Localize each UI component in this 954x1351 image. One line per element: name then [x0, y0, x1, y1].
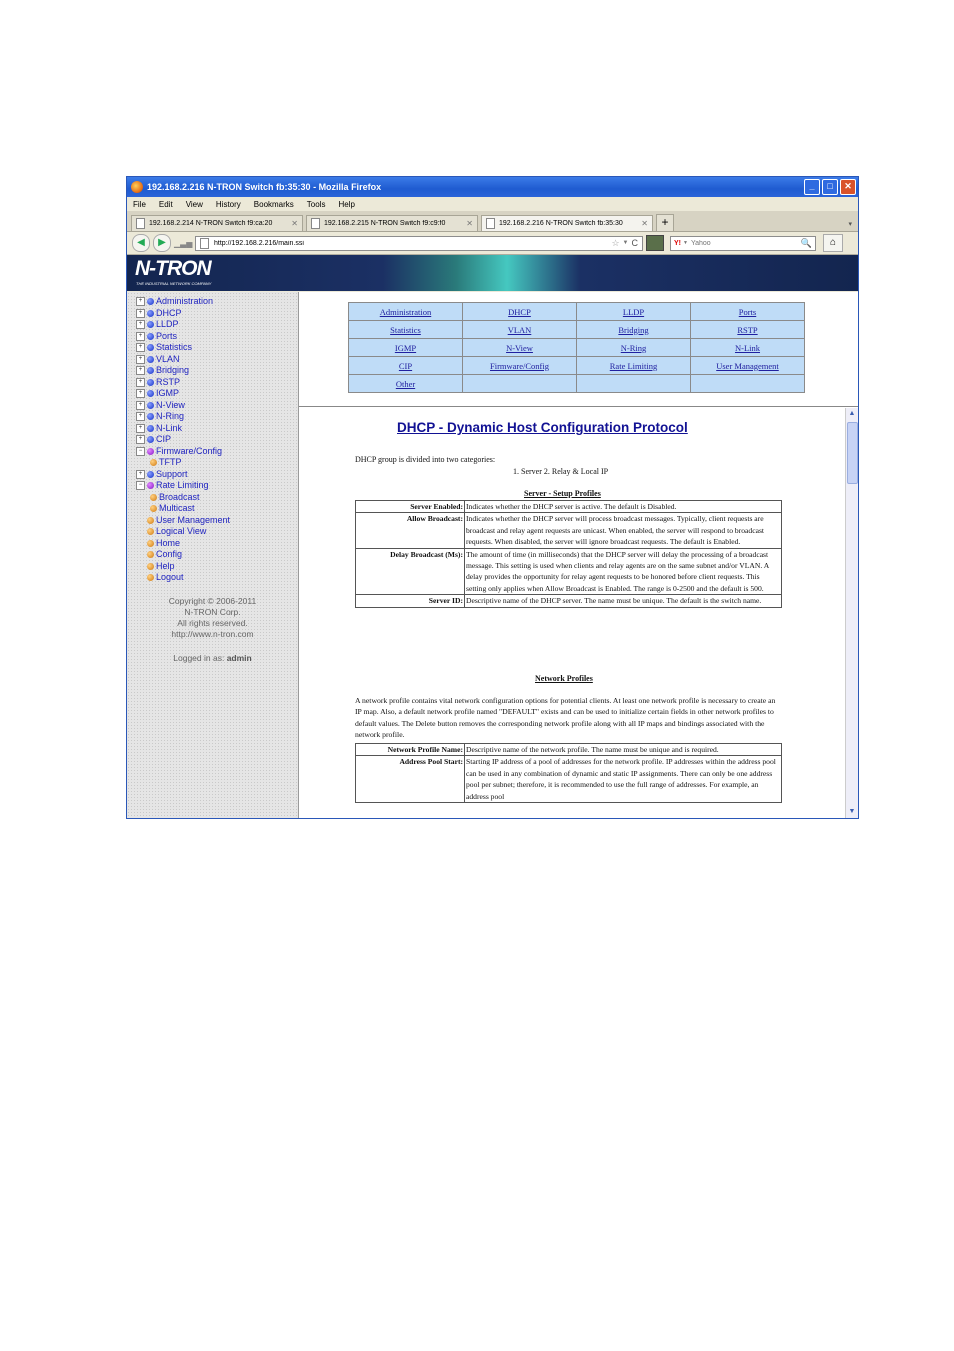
page-content: [127, 292, 858, 818]
menu-help[interactable]: Help: [338, 199, 355, 209]
bullet-icon: [147, 517, 154, 524]
field-description: Indicates whether the DHCP server will process broadcast messages. Typically, client requests are broadcast and relay agent requests are unicast. When enabled, the server will respond to broadcast requests. When disabled, the server will ignore broadcast requests. The default is Enabled.: [465, 513, 782, 548]
sidebar-item-config[interactable]: [136, 549, 230, 561]
expand-icon[interactable]: +: [136, 332, 145, 341]
page-icon: [486, 218, 495, 229]
expand-icon[interactable]: +: [136, 401, 145, 410]
nav-cell[interactable]: [577, 303, 690, 320]
bullet-icon: [147, 413, 154, 420]
table-row: [356, 513, 782, 548]
menu-view[interactable]: View: [185, 199, 203, 209]
bullet-icon: [147, 321, 154, 328]
bullet-icon: [147, 563, 154, 570]
reload-icon[interactable]: C: [631, 238, 638, 248]
bullet-icon: [150, 505, 157, 512]
close-tab-icon[interactable]: ✕: [291, 219, 298, 228]
window-title: 192.168.2.216 N-TRON Switch fb:35:30 - Mozilla Firefox: [147, 182, 382, 192]
sidebar-item-label: Statistics: [156, 342, 193, 352]
sidebar-item-broadcast[interactable]: [136, 492, 230, 504]
new-tab-button[interactable]: +: [656, 214, 674, 231]
bullet-icon: [150, 459, 157, 466]
bullet-icon: [147, 402, 154, 409]
sidebar-item-label: N-Ring: [156, 411, 185, 421]
bullet-icon: [147, 574, 154, 581]
browser-window: [126, 176, 859, 819]
bullet-icon: [147, 344, 154, 351]
sidebar-item-label: LLDP: [156, 319, 179, 329]
close-tab-icon[interactable]: ✕: [641, 219, 648, 228]
sidebar-item-ports[interactable]: [136, 331, 230, 343]
sidebar-item-label: Logout: [156, 572, 184, 582]
bullet-icon: [147, 310, 154, 317]
sidebar-item-label: CIP: [156, 434, 172, 444]
scroll-up-icon[interactable]: ▲: [848, 410, 856, 417]
expand-icon[interactable]: +: [136, 378, 145, 387]
title-bar: [127, 177, 858, 197]
bullet-icon: [147, 528, 154, 535]
tab-bar: [127, 211, 858, 232]
menu-file[interactable]: File: [133, 199, 146, 209]
copyright-line: All rights reserved.: [177, 618, 248, 628]
bullet-icon: [147, 390, 154, 397]
network-paragraph: A network profile contains vital network configuration options for potential clients. At least one network profile is necessary to create an IP map. Also, a default network profile named "DEFAULT" exists and can be used to initialize certain fields in other network profiles to default values. The Delete button removes the corresponding network profile along with all IP maps and bindings associated with the network profile.: [355, 696, 776, 740]
feed-icon[interactable]: [646, 235, 664, 251]
browser-tab[interactable]: [306, 215, 478, 231]
nav-cell[interactable]: [463, 357, 576, 374]
sidebar-item-user-management[interactable]: [136, 515, 230, 527]
server-table: [355, 500, 782, 608]
menu-tools[interactable]: Tools: [306, 199, 326, 209]
nav-cell[interactable]: [691, 303, 804, 320]
section-heading-server: Server - Setup Profiles: [524, 489, 601, 498]
sidebar-item-rate-limiting[interactable]: [136, 480, 230, 492]
sidebar-item-bridging[interactable]: [136, 365, 230, 377]
nav-tree: [136, 296, 230, 584]
copyright-line: Copyright © 2006-2011: [168, 596, 257, 606]
nav-link-igmp[interactable]: IGMP: [394, 342, 417, 353]
copyright-line: http://www.n-tron.com: [171, 629, 254, 639]
nav-cell[interactable]: [463, 321, 576, 338]
menu-history[interactable]: History: [215, 199, 241, 209]
sidebar-item-n-ring[interactable]: [136, 411, 230, 423]
menu-bookmarks[interactable]: Bookmarks: [253, 199, 294, 209]
copyright-block: [127, 596, 298, 640]
page-icon: [200, 238, 209, 249]
bullet-icon: [147, 425, 154, 432]
tab-label: 192.168.2.215 N-TRON Switch f9:c9:f0: [324, 220, 446, 227]
ntron-banner: [127, 255, 858, 291]
sidebar-item-label: Support: [156, 468, 188, 479]
logged-in-user: admin: [226, 653, 252, 663]
sidebar-item-help[interactable]: [136, 561, 230, 573]
sidebar-item-label: User Management: [156, 514, 231, 525]
nav-link-rate-limiting[interactable]: Rate Limiting: [609, 360, 658, 371]
field-description: The amount of time (in milliseconds) that the DHCP server will delay the processing of a broadcast message. This setting is used when clients and relay agents are on the same subnet and/or VLAN. A delay provides the opportunity for relay agent requests to be honored before client requests. This setting only applies when Allow Broadcast is Enabled. The range is 0-2500 and the default is 500.: [465, 548, 782, 595]
menu-edit[interactable]: Edit: [158, 199, 173, 209]
help-document: [299, 408, 845, 818]
sidebar-item-label: IGMP: [156, 388, 180, 398]
table-row: [356, 548, 782, 595]
sidebar-item-rstp[interactable]: [136, 377, 230, 389]
field-description: Starting IP address of a pool of addresses for the network profile. IP addresses within the address pool can be used in any combination of dynamic and static IP assignments. There can only be one address pool per subnet; therefore, it is recommended to use the full range of addresses. For example, an address pool: [465, 756, 782, 803]
bullet-icon: [147, 333, 154, 340]
expand-icon[interactable]: +: [136, 320, 145, 329]
intro-text: DHCP group is divided into two categories:: [355, 455, 496, 464]
expand-icon[interactable]: +: [136, 412, 145, 421]
nav-link-n-ring[interactable]: N-Ring: [620, 342, 647, 353]
field-name: Address Pool Start:: [356, 756, 465, 803]
nav-link-bridging[interactable]: Bridging: [618, 324, 649, 335]
field-name: Delay Broadcast (Ms):: [356, 548, 465, 595]
chevron-down-icon[interactable]: ▼: [683, 240, 688, 246]
sidebar-item-label: Ports: [156, 330, 178, 341]
field-description: Descriptive name of the network profile. The name must be unique and is required.: [465, 744, 782, 756]
nav-cell[interactable]: [691, 321, 804, 338]
copyright-line: N-TRON Corp.: [184, 607, 241, 617]
nav-link-firmware-config[interactable]: Firmware/Config: [489, 360, 550, 371]
nav-cell: [691, 375, 804, 392]
field-description: Descriptive name of the DHCP server. The name must be unique. The default is the switch name.: [465, 595, 782, 607]
expand-icon[interactable]: +: [136, 389, 145, 398]
sidebar-item-lldp[interactable]: [136, 319, 230, 331]
scrollbar[interactable]: [845, 408, 858, 818]
sidebar-item-cip[interactable]: [136, 434, 230, 446]
nav-cell[interactable]: [349, 375, 462, 392]
sidebar-item-vlan[interactable]: [136, 354, 230, 366]
nav-cell[interactable]: [577, 357, 690, 374]
sidebar-item-home[interactable]: [136, 538, 230, 550]
nav-cell: [577, 375, 690, 392]
nav-cell[interactable]: [463, 339, 576, 356]
navigation-toolbar: [127, 232, 858, 255]
browser-tab-active[interactable]: [481, 215, 653, 231]
sidebar-item-label: N-View: [156, 399, 185, 410]
tab-label: 192.168.2.214 N-TRON Switch f9:ca:20: [149, 220, 273, 227]
categories-text: 1. Server 2. Relay & Local IP: [513, 467, 609, 476]
nav-link-n-link[interactable]: N-Link: [734, 342, 761, 353]
bullet-icon: [147, 482, 154, 489]
expand-icon[interactable]: +: [136, 424, 145, 433]
nav-link-ports[interactable]: Ports: [738, 306, 757, 317]
bullet-icon: [147, 379, 154, 386]
bullet-icon: [147, 448, 154, 455]
close-tab-icon[interactable]: ✕: [466, 219, 473, 228]
bullet-icon: [147, 436, 154, 443]
field-name: Server ID:: [356, 595, 465, 607]
nav-cell[interactable]: [349, 303, 462, 320]
logged-in-status: [127, 653, 298, 663]
expand-icon[interactable]: +: [136, 435, 145, 444]
table-row: [356, 595, 782, 607]
close-window-button[interactable]: ✕: [840, 179, 856, 195]
logged-in-label: Logged in as:: [173, 653, 225, 663]
star-icon[interactable]: ☆: [611, 237, 620, 248]
field-name: Network Profile Name:: [356, 744, 465, 756]
sidebar-item-n-link[interactable]: [136, 423, 230, 435]
nav-link-n-view[interactable]: N-View: [506, 342, 533, 353]
expand-icon[interactable]: −: [136, 481, 145, 490]
sidebar-item-logical-view[interactable]: [136, 526, 230, 538]
sidebar-item-label: Home: [156, 537, 181, 548]
sidebar-item-n-view[interactable]: [136, 400, 230, 412]
sidebar-item-label: DHCP: [156, 307, 182, 318]
field-name: Allow Broadcast:: [356, 513, 465, 548]
sidebar-item-label: Help: [156, 560, 175, 571]
expand-icon[interactable]: +: [136, 297, 145, 306]
nav-link-other[interactable]: Other: [395, 378, 416, 389]
nav-cell[interactable]: [349, 357, 462, 374]
page-icon: [136, 218, 145, 229]
table-row: [356, 756, 782, 803]
nav-cell[interactable]: [349, 339, 462, 356]
nav-link-rstp[interactable]: RSTP: [737, 324, 758, 335]
tab-label: 192.168.2.216 N-TRON Switch fb:35:30: [499, 220, 623, 227]
nav-cell[interactable]: [577, 321, 690, 338]
sidebar-item-label: Bridging: [156, 365, 190, 375]
bullet-icon: [147, 551, 154, 558]
nav-link-vlan[interactable]: VLAN: [507, 324, 532, 335]
expand-icon[interactable]: +: [136, 343, 145, 352]
sidebar: [127, 292, 299, 818]
nav-cell[interactable]: [691, 339, 804, 356]
sidebar-item-firmware-config[interactable]: [136, 446, 230, 458]
maximize-button[interactable]: □: [822, 179, 838, 195]
bullet-icon: [147, 298, 154, 305]
yahoo-icon[interactable]: Y!: [674, 239, 681, 247]
scroll-thumb[interactable]: [847, 422, 858, 484]
section-heading-network: Network Profiles: [535, 674, 593, 683]
nav-link-administration[interactable]: Administration: [379, 306, 432, 317]
search-box[interactable]: [670, 236, 816, 251]
sidebar-item-label: RSTP: [156, 376, 181, 387]
bullet-icon: [147, 367, 154, 374]
nav-link-cip[interactable]: CIP: [398, 360, 413, 371]
table-row: [356, 501, 782, 513]
firefox-icon: [131, 181, 143, 193]
sidebar-item-support[interactable]: [136, 469, 230, 481]
sidebar-item-statistics[interactable]: [136, 342, 230, 354]
menu-bar: [127, 197, 858, 211]
search-input[interactable]: [691, 240, 801, 247]
address-bar[interactable]: [195, 236, 643, 251]
nav-link-dhcp[interactable]: DHCP: [508, 306, 531, 317]
sidebar-item-administration[interactable]: [136, 296, 230, 308]
expand-icon[interactable]: +: [136, 309, 145, 318]
nav-link-user-management[interactable]: User Management: [716, 360, 779, 371]
sidebar-item-label: N-Link: [156, 422, 183, 433]
sidebar-item-label: TFTP: [159, 457, 182, 467]
nav-table: [348, 302, 805, 393]
sidebar-item-label: Rate Limiting: [156, 480, 209, 490]
sidebar-item-label: Firmware/Config: [156, 445, 223, 456]
nav-cell[interactable]: [691, 357, 804, 374]
sidebar-item-label: VLAN: [156, 353, 180, 364]
field-name: Server Enabled:: [356, 501, 465, 513]
bullet-icon: [147, 356, 154, 363]
sidebar-item-multicast[interactable]: [136, 503, 230, 515]
main-frame: [299, 292, 858, 818]
nav-link-lldp[interactable]: LLDP: [622, 306, 645, 317]
expand-icon[interactable]: +: [136, 470, 145, 479]
page-icon: [311, 218, 320, 229]
url-input[interactable]: [214, 240, 607, 247]
nav-cell[interactable]: [349, 321, 462, 338]
expand-icon[interactable]: −: [136, 447, 145, 456]
sidebar-item-igmp[interactable]: [136, 388, 230, 400]
search-icon[interactable]: 🔍: [800, 237, 812, 248]
tab-list-icon[interactable]: ▾: [848, 221, 852, 228]
ntron-logo: N-TRON: [135, 257, 211, 280]
expand-icon[interactable]: +: [136, 355, 145, 364]
nav-cell: [463, 375, 576, 392]
back-arrow-icon[interactable]: ◀: [132, 234, 150, 252]
sidebar-item-label: Multicast: [159, 503, 195, 513]
nav-cell[interactable]: [577, 339, 690, 356]
frame-divider: [299, 406, 858, 407]
logo-tagline: THE INDUSTRIAL NETWORK COMPANY: [136, 281, 212, 286]
minimize-button[interactable]: _: [804, 179, 820, 195]
browser-tab[interactable]: [131, 215, 303, 231]
sidebar-item-tftp[interactable]: [136, 457, 230, 469]
network-table: [355, 743, 782, 803]
forward-arrow-icon[interactable]: ▶: [153, 234, 171, 252]
field-description: Indicates whether the DHCP server is active. The default is Disabled.: [465, 501, 782, 513]
bullet-icon: [147, 471, 154, 478]
home-icon[interactable]: ⌂: [823, 234, 843, 252]
sidebar-item-logout[interactable]: [136, 572, 230, 584]
signal-icon: ▁▃▅: [174, 238, 193, 248]
expand-icon[interactable]: +: [136, 366, 145, 375]
sidebar-item-label: Logical View: [156, 526, 207, 536]
sidebar-item-label: Administration: [156, 296, 214, 306]
sidebar-item-dhcp[interactable]: [136, 308, 230, 320]
sidebar-item-label: Broadcast: [159, 491, 200, 502]
bullet-icon: [150, 494, 157, 501]
sidebar-item-label: Config: [156, 549, 183, 559]
scroll-down-icon[interactable]: ▼: [848, 808, 856, 815]
nav-link-statistics[interactable]: Statistics: [390, 324, 421, 335]
table-row: [356, 744, 782, 756]
bullet-icon: [147, 540, 154, 547]
chevron-down-icon[interactable]: ▼: [622, 240, 629, 246]
nav-cell[interactable]: [463, 303, 576, 320]
page-title: DHCP - Dynamic Host Configuration Protocol: [397, 420, 688, 435]
